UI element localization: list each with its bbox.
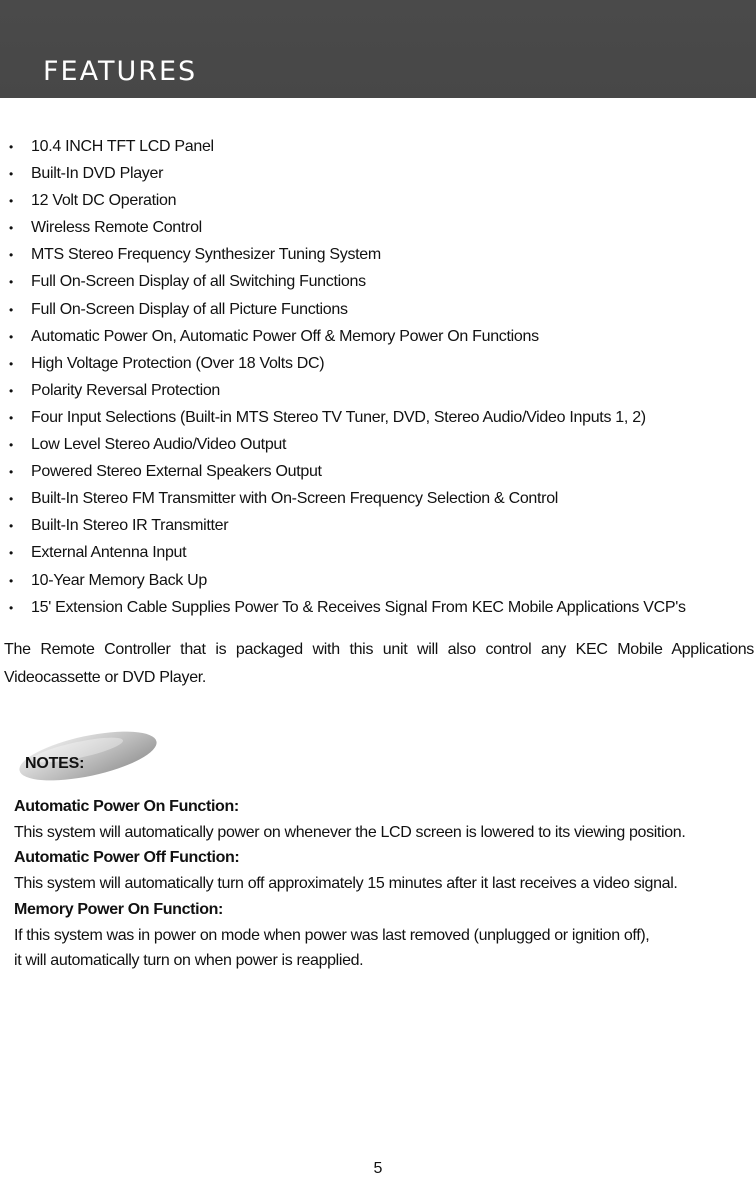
feature-text: 15' Extension Cable Supplies Power To & Receives Signal From KEC Mobile Applications VCP's <box>31 598 686 616</box>
bullet-icon: • <box>9 221 13 236</box>
page-number: 5 <box>373 1160 383 1177</box>
bullet-icon: • <box>9 465 13 480</box>
bullet-icon: • <box>9 600 13 615</box>
list-item <box>0 485 756 512</box>
feature-text: Built-In DVD Player <box>31 165 164 183</box>
bullet-icon: • <box>9 329 13 344</box>
feature-text: MTS Stereo Frequency Synthesizer Tuning System <box>31 246 381 264</box>
list-item <box>0 187 756 214</box>
list-item <box>0 431 756 458</box>
list-item <box>0 323 756 350</box>
feature-text: Full On-Screen Display of all Picture Functions <box>31 300 348 318</box>
bullet-icon: • <box>9 248 13 263</box>
list-item <box>0 296 756 323</box>
notes-block <box>14 794 754 974</box>
bullet-icon: • <box>9 546 13 561</box>
feature-text: Built-In Stereo FM Transmitter with On-Screen Frequency Selection & Control <box>31 490 559 508</box>
note-heading: Automatic Power On Function: <box>14 798 239 815</box>
feature-text: High Voltage Protection (Over 18 Volts DC) <box>31 354 325 372</box>
feature-text: External Antenna Input <box>31 544 187 562</box>
list-item <box>0 350 756 377</box>
list-item <box>0 377 756 404</box>
feature-text: Built-In Stereo IR Transmitter <box>31 517 229 535</box>
bullet-icon: • <box>9 492 13 507</box>
feature-text: 10-Year Memory Back Up <box>31 571 207 589</box>
note-heading: Automatic Power Off Function: <box>14 849 240 867</box>
bullet-icon: • <box>9 140 13 154</box>
bullet-icon: • <box>9 356 13 371</box>
feature-text: Powered Stereo External Speakers Output <box>31 463 322 481</box>
feature-text: Four Input Selections (Built-in MTS Stereo TV Tuner, DVD, Stereo Audio/Video Inputs 1, 2) <box>31 408 646 426</box>
feature-text: Full On-Screen Display of all Switching Functions <box>31 273 366 291</box>
note-text: If this system was in power on mode when power was last removed (unplugged or ignition off), <box>14 926 650 944</box>
note-text: This system will automatically turn off approximately 15 minutes after it last receives a video signal. <box>14 875 678 893</box>
list-item <box>0 241 756 268</box>
feature-text: Low Level Stereo Audio/Video Output <box>31 436 287 454</box>
note-text: it will automatically turn on when power is reapplied. <box>14 952 364 970</box>
remote-controller-paragraph: The Remote Controller that is packaged with this unit will also control any KEC Mobile Applications Videocassette or DVD Player. <box>4 641 754 686</box>
feature-text: Automatic Power On, Automatic Power Off & Memory Power On Functions <box>31 327 539 345</box>
list-item <box>0 512 756 539</box>
bullet-icon: • <box>9 383 13 398</box>
bullet-icon: • <box>9 438 13 453</box>
note-text: This system will automatically power on whenever the LCD screen is lowered to its viewing position. <box>14 823 686 841</box>
list-item <box>0 594 756 621</box>
notes-badge-shape <box>16 724 161 784</box>
note-heading: Memory Power On Function: <box>14 900 224 918</box>
page-title: FEATURES <box>43 56 198 87</box>
list-item <box>0 133 756 160</box>
bullet-icon: • <box>9 275 13 290</box>
bullet-icon: • <box>9 194 13 209</box>
notes-label: NOTES: <box>25 755 85 772</box>
list-item <box>0 160 756 187</box>
bullet-icon: • <box>9 410 13 425</box>
list-item <box>0 214 756 241</box>
feature-text: 10.4 INCH TFT LCD Panel <box>31 138 214 155</box>
feature-text: Wireless Remote Control <box>31 219 202 237</box>
list-item <box>0 539 756 566</box>
bullet-icon: • <box>9 302 13 317</box>
list-item <box>0 458 756 485</box>
bullet-icon: • <box>9 167 13 182</box>
feature-text: Polarity Reversal Protection <box>31 381 221 399</box>
feature-text: 12 Volt DC Operation <box>31 192 177 210</box>
feature-list <box>0 133 756 621</box>
list-item <box>0 404 756 431</box>
header-band <box>0 0 756 98</box>
list-item <box>0 567 756 594</box>
list-item <box>0 268 756 295</box>
bullet-icon: • <box>9 519 13 534</box>
bullet-icon: • <box>9 573 13 588</box>
